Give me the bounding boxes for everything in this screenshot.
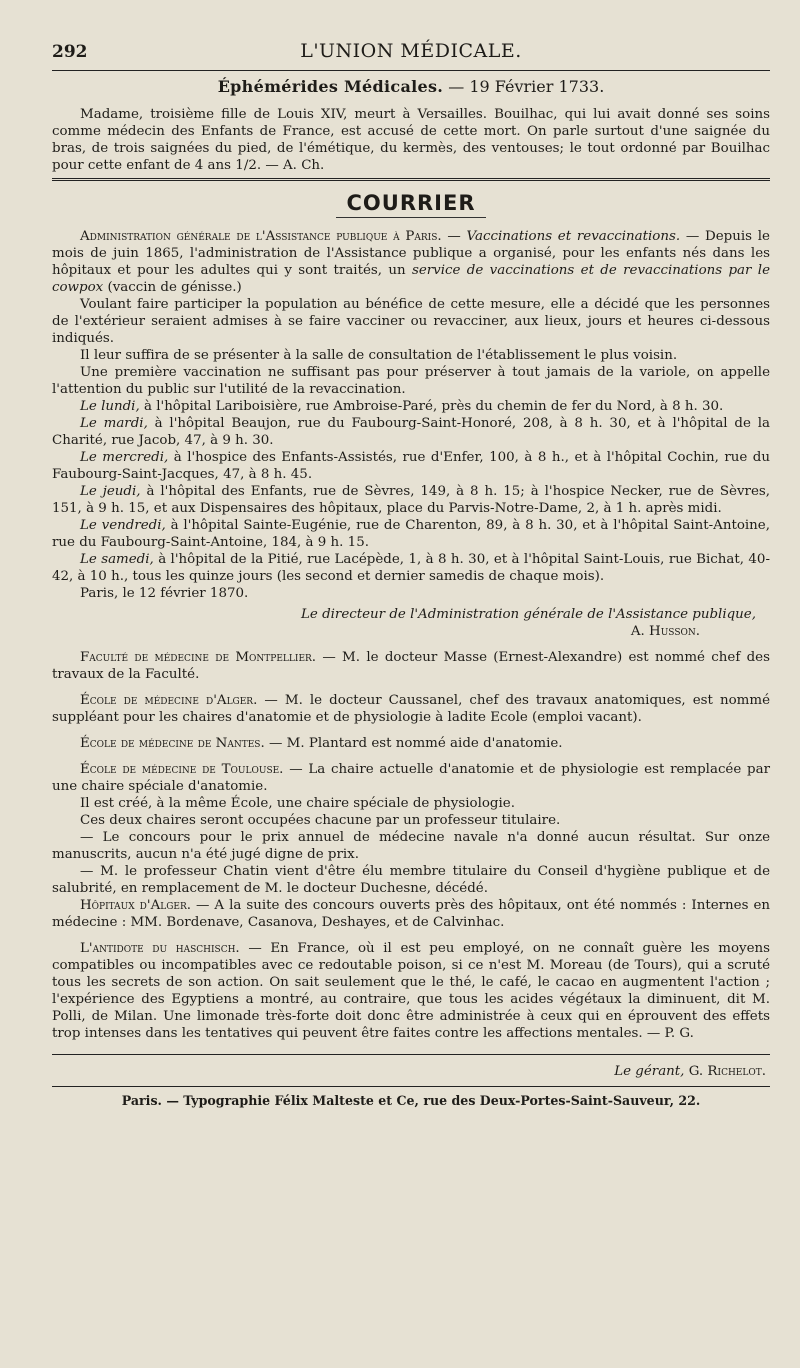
admin-paragraph bbox=[52, 228, 770, 296]
ephemerides-title-bold: Éphémérides Médicales. bbox=[217, 77, 444, 96]
footer-rule bbox=[52, 1054, 770, 1055]
gerant-line bbox=[52, 1063, 770, 1080]
imprint-line: Paris. — Typographie Félix Malteste et Ce, rue des Deux-Portes-Saint-Sauveur, 22. bbox=[121, 1093, 701, 1108]
day-text: à l'hôpital de la Pitié, rue Lacépède, 1, à 8 h. 30, et à l'hôpital Saint-Louis, rue Bichat, 40-42, à 10 h., tous les quinze jours (les second et dernier samedis de chaque mois). bbox=[52, 552, 770, 584]
gerant-label: Le gérant, bbox=[614, 1064, 685, 1079]
imprint-rule bbox=[52, 1086, 770, 1087]
day-entry bbox=[52, 551, 770, 585]
page-number: 292 bbox=[52, 42, 88, 62]
day-label: Le samedi, bbox=[80, 552, 154, 567]
nantes-item bbox=[52, 735, 770, 752]
alger-text: — M. le docteur Caussanel, chef des travaux anatomiques, est nommé suppléant pour les chaires d'anatomie et de physiologie à ladite Ecole (emploi vacant). bbox=[52, 693, 770, 725]
alger-head: École de médecine d'Alger. bbox=[80, 693, 258, 708]
gerant-name: G. Richelot. bbox=[688, 1064, 766, 1079]
day-entry bbox=[52, 449, 770, 483]
admin-text-1: — Depuis le mois de juin 1865, l'administration de l'Assistance publique a organisé, pour les enfants nés dans les hôpitaux et pour les adultes qui y sont traités, un bbox=[52, 229, 770, 278]
concours-item: — Le concours pour le prix annuel de médecine navale n'a donné aucun résultat. Sur onze manuscrits, aucun n'a été jugé digne de prix. bbox=[52, 830, 770, 862]
voulant-paragraph: Voulant faire participer la population au bénéfice de cette mesure, elle a décidé que les personnes de l'extérieur seraient admises à se faire vacciner ou revacciner, aux lieux, jours et heures ci-dessous indiqués. bbox=[52, 297, 770, 346]
hopitaux-item bbox=[52, 897, 770, 931]
ephemerides-date: — 19 Février 1733. bbox=[448, 77, 605, 96]
nantes-text: — M. Plantard est nommé aide d'anatomie. bbox=[269, 736, 563, 751]
alger-item bbox=[52, 692, 770, 726]
admin-head: Administration générale de l'Assistance publique à Paris. bbox=[80, 229, 442, 244]
montpellier-head: Faculté de médecine de Montpellier. bbox=[80, 650, 317, 665]
day-entry bbox=[52, 483, 770, 517]
day-entry bbox=[52, 517, 770, 551]
date-line: Paris, le 12 février 1870. bbox=[80, 586, 249, 601]
running-title: L'UNION MÉDICALE. bbox=[300, 40, 522, 62]
antidote-item bbox=[52, 940, 770, 1042]
admin-topic: — Vaccinations et revaccinations. bbox=[447, 229, 681, 244]
toulouse-paragraph: Ces deux chaires seront occupées chacune par un professeur titulaire. bbox=[80, 813, 561, 828]
admin-text-2: (vaccin de génisse.) bbox=[107, 280, 242, 295]
day-label: Le mardi, bbox=[80, 416, 148, 431]
hopitaux-head: Hôpitaux d'Alger. bbox=[80, 898, 192, 913]
day-label: Le jeudi, bbox=[80, 484, 141, 499]
day-text: à l'hôpital des Enfants, rue de Sèvres, 149, à 8 h. 15; à l'hospice Necker, rue de Sèvres, 151, à 9 h. 15, et aux Dispensaires des hôpitaux, place du Parvis-Notre-Dame, 2, à 1 h. après midi. bbox=[52, 484, 770, 516]
antidote-text: — En France, où il est peu employé, on ne connaît guère les moyens compatibles ou incompatibles avec ce redoutable poison, si ce n'est M. Moreau (de Tours), qui a scruté tous les secrets de son action. On sait seulement que le thé, le café, le cacao en augmentent l'action ; l'expérience des Egyptiens a montré, au contraire, que tous les acides végétaux la diminuent, dit M. Polli, de Milan. Une limonade très-forte doit donc être administrée à ceux qui en éprouvent des effets trop intenses dans les tentatives qui peuvent être faites contre les affections mentales. — P. G. bbox=[52, 941, 770, 1041]
ephemerides-title bbox=[52, 77, 770, 96]
day-label: Le mercredi, bbox=[80, 450, 169, 465]
section-rule bbox=[52, 178, 770, 181]
day-text: à l'hospice des Enfants-Assistés, rue d'Enfer, 100, à 8 h., et à l'hôpital Cochin, rue du Faubourg-Saint-Jacques, 47, à 8 h. 45. bbox=[52, 450, 770, 482]
day-text: à l'hôpital Sainte-Eugénie, rue de Charenton, 89, à 8 h. 30, et à l'hôpital Saint-Antoine, rue du Faubourg-Saint-Antoine, 184, à 9 h. 15. bbox=[52, 518, 770, 550]
day-label: Le lundi, bbox=[80, 399, 140, 414]
montpellier-text: — M. le docteur Masse (Ernest-Alexandre) est nommé chef des travaux de la Faculté. bbox=[52, 650, 770, 682]
day-entry bbox=[52, 398, 770, 415]
toulouse-head: École de médecine de Toulouse. bbox=[80, 762, 284, 777]
toulouse-paragraph: Il est créé, à la même École, une chaire spéciale de physiologie. bbox=[80, 796, 515, 811]
hopitaux-text: — A la suite des concours ouverts près des hôpitaux, ont été nommés : Internes en médecine : MM. Bordenave, Casanova, Deshayes, et de Calvinhac. bbox=[52, 898, 770, 930]
admin-service: service de vaccinations et de revaccinations par le cowpox bbox=[52, 263, 770, 295]
signature-title: Le directeur de l'Administration générale de l'Assistance publique, bbox=[301, 607, 756, 622]
courrier-heading: COURRIER bbox=[346, 191, 476, 215]
montpellier-item bbox=[52, 649, 770, 683]
toulouse-text: — La chaire actuelle d'anatomie et de physiologie est remplacée par une chaire spéciale d'anatomie. bbox=[52, 762, 770, 794]
day-entry bbox=[52, 415, 770, 449]
day-text: à l'hôpital Beaujon, rue du Faubourg-Saint-Honoré, 208, à 8 h. 30, et à l'hôpital de la Charité, rue Jacob, 47, à 9 h. 30. bbox=[52, 416, 770, 448]
antidote-head: L'antidote du haschisch. bbox=[80, 941, 240, 956]
header-rule bbox=[52, 70, 770, 71]
toulouse-item bbox=[52, 761, 770, 795]
signature-name: A. Husson. bbox=[630, 624, 700, 639]
suffira-paragraph: Il leur suffira de se présenter à la salle de consultation de l'établissement le plus voisin. bbox=[80, 348, 678, 363]
chatin-item: — M. le professeur Chatin vient d'être élu membre titulaire du Conseil d'hygiène publique et de salubrité, en remplacement de M. le docteur Duchesne, décédé. bbox=[52, 864, 770, 896]
premiere-paragraph: Une première vaccination ne suffisant pas pour préserver à tout jamais de la variole, on appelle l'attention du public sur l'utilité de la revaccination. bbox=[52, 365, 770, 397]
page-header bbox=[52, 0, 770, 70]
nantes-head: École de médecine de Nantes. bbox=[80, 736, 265, 751]
courrier-underline bbox=[336, 217, 486, 218]
day-label: Le vendredi, bbox=[80, 518, 166, 533]
ephemerides-body: Madame, troisième fille de Louis XIV, meurt à Versailles. Bouilhac, qui lui avait donné ses soins comme médecin des Enfants de France, est accusé de cette mort. On parle surtout d'une saignée du bras, de trois saignées du pied, de l'émétique, du kermès, des ventouses; le tout ordonné par Bouilhac pour cette enfant de 4 ans 1/2. — A. Ch. bbox=[52, 107, 770, 173]
day-text: à l'hôpital Lariboisière, rue Ambroise-Paré, près du chemin de fer du Nord, à 8 h. 30. bbox=[143, 399, 724, 414]
